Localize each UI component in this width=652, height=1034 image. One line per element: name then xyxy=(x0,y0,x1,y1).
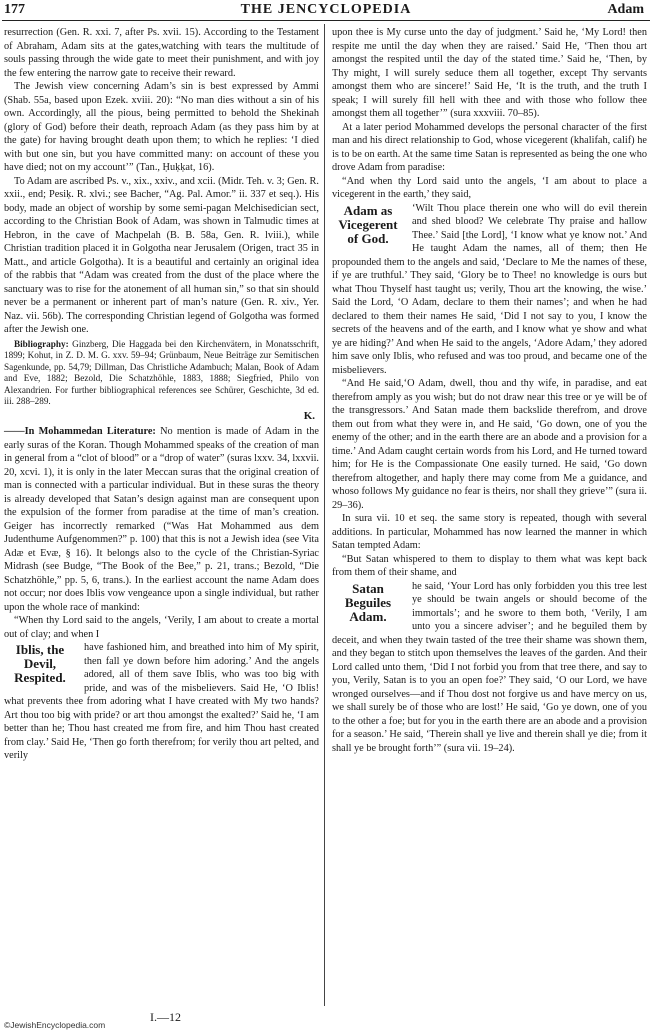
running-word: Adam xyxy=(607,2,644,17)
watermark: ©JewishEncyclopedia.com xyxy=(4,1020,106,1030)
quote-paragraph: “And when thy Lord said unto the angels, ‘I am about to place a vicegerent in the earth,’ they said, xyxy=(332,175,647,200)
signature-mark: I.—12 xyxy=(150,1010,181,1024)
margin-note: Adam as Vicegerent of God. xyxy=(338,202,398,246)
column-divider xyxy=(324,24,325,1006)
page-number: 177 xyxy=(4,2,25,17)
paragraph: upon thee is My curse unto the day of judgment.’ Said he, ‘My Lord! then respite me until the day when they are raised.’ Said He, ‘Then thou art amongst the respited until the day of the stated time.’ Said he, ‘Then, by Thy might, I will surely seduce them all together, except Thy servants amongst them who are sincere!’ Said He, ‘It is the truth, and the truth I speak; I will surely fill hell with thee and with those who follow thee amongst them all together’” (sura xxxviii. 70–85). xyxy=(332,27,647,119)
paragraph: The Jewish view concerning Adam’s sin is best expressed by Ammi (Shab. 55a, based upon Ezek. xviii. 20): “No man dies without a sin of his own. Accordingly, all the pious, being permitted to behold the Shekinah (glory of God) before their death, reproach Adam (as they pass him by at the gate) for having brought death upon them; to which he replies: ‘I died with but one sin, but you have committed many: on account of these you have died; not on my account’” (Tan., Ḥuḳḳat, 16). xyxy=(4,81,319,173)
quote-paragraph: “But Satan whispered to them to display to them what was kept back from them of their shame, and xyxy=(332,553,647,578)
margin-note: Satan Beguiles Adam. xyxy=(344,580,392,624)
section-heading: ——In Mohammedan Literature: xyxy=(4,426,156,437)
quote-continuation: ‘Wilt Thou place therein one who will do evil therein and shed blood? We celebrate Thy praise and hallow Thee.’ Said [the Lord], ‘I know what ye know not.’ And He taught Adam the names, all of them; then He propounded them to the angels and said, ‘Declare to Me the names of these, if ye are truthful.’ They said, ‘Glory be to Thee! no knowledge is ours but what Thou Thyself hast taught us; verily, Thou art the knowing, the wise.’ Said the Lord, ‘O Adam, declare to them their names’; and when he had declared to them their names He said, ‘Did I not say to you, I know the secrets of the heavens and of the earth, and I know what ye show and what ye are hiding?’ And when He said to the angels, ‘Adore Adam,’ they adored him save only Iblis, who refused and was too proud, and became one of the misbelievers. xyxy=(332,202,647,376)
right-column xyxy=(332,26,647,755)
section-paragraph xyxy=(4,425,319,614)
quote-continuation: have fashioned him, and breathed into him of My spirit, then fall ye down before him adoring.’ And the angels adored, all of them save Iblis, who was too big with pride, and was of the misbelievers. Said He, ‘O Iblis! what prevents thee from adoring what I have created with My two hands? Art thou too big with pride? or art thou amongst the exalted?’ Said he, ‘I am better than he; Thou hast created me from fire, and him Thou hast created from clay.’ Said He, ‘Then go forth therefrom; for verily thou art pelted, and verily xyxy=(4,642,319,761)
paragraph: resurrection (Gen. R. xxi. 7, after Ps. xvii. 15). According to the Testament of Abraham, Adam sits at the gates,watching with tears the multitude of souls passing through the wide gate to meet their punishment, and with joy the few entering the narrow gate to receive their reward. xyxy=(4,27,319,79)
paragraph: In sura vii. 10 et seq. the same story is repeated, though with several additions. In particular, Mohammed has now learned the manner in which Satan tempted Adam: xyxy=(332,513,647,551)
bibliography-label: Bibliography: xyxy=(14,338,69,349)
paragraph: At a later period Mohammed develops the personal character of the first man and his direct relationship to God, whose vicegerent (khalifah, calif) he is to be on earth. At the same time Satan is represented as being the one who drove Adam from paradise: xyxy=(332,121,647,173)
bibliography xyxy=(4,339,319,408)
page-header xyxy=(0,2,652,18)
author-signature: K. xyxy=(303,409,315,422)
left-column xyxy=(4,26,319,763)
margin-note: Iblis, the Devil, Respited. xyxy=(14,642,66,685)
quote-continuation: he said, ‘Your Lord has only forbidden you this tree lest ye should be twain angels or should become of the immortals’; and he swore to them both, ‘Verily, I am unto you a sincere adviser’; and he beguiled them by deceit, and when they twain tasted of the tree their shame was shown them, and they began to stitch upon themselves the leaves of the garden. And their Lord called unto them, ‘Did I not forbid you from that tree there, and say to you, Verily, Satan is to you an open foe?’ They said, ‘O our Lord, we have wronged ourselves—and if Thou dost not forgive us and have mercy on us, we shall surely be of those who are lost!’ He said, ‘Go ye down, one of you to the other a foe; but for you in the earth there are an abode and a provision for a season.’ He said, ‘Therein shall ye live and therein shall ye die; from it shall ye be brought forth’” (sura vii. 19–24). xyxy=(332,580,647,754)
paragraph: To Adam are ascribed Ps. v., xix., xxiv., and xcii. (Midr. Teh. v. 3; Gen. R. xxii., end; Pesiḳ. R. xlvi.; see Bacher, “Ag. Pal. Amor.” ii. 337 et seq.). His body, made an object of worship by some semi-pagan Melchisedician sect, according to the Christian Book of Adam, was shown in Talmudic times at Hebron, in the cave of Machpelah (B. B. 58a, Gen. R. lviii.), while Christian tradition placed it in Golgotha near Jerusalem (Origen, tract 35 in Matt., and article Golgotha). It is a beautiful and certainly an original idea of the rabbis that “Adam was created from the dust of the place where the sanctuary was to rise for the atonement of all human sin,” so that sin should never be a permanent or inherent part of man’s nature (Gen. R. xiv., Yer. Naz. vii. 56b). The corresponding Christian legend of Golgotha was formed after the Jewish one. xyxy=(4,175,319,335)
header-rule xyxy=(2,20,650,21)
journal-title: THE JENCYCLOPEDIA xyxy=(240,2,412,17)
bibliography-text: Ginzberg, Die Haggada bei den Kirchenvätern, in Monatsschrift, 1899; Kohut, in Z. D. M. G. xxv. 59–94; Grünbaum, Neue Beiträge zur Semitischen Sagenkunde, pp. 54,79; Dillman, Das Christliche Adambuch; Malan, Book of Adam and Eve, 1882; Bezold, Die Schatzhöhle, 1883, 1888; Siegfried, Philo von Alexandrien. For further bibliographical references see Schürer, Geschichte, 3d ed. iii. 288–289. xyxy=(4,338,319,406)
quote-paragraph: “When thy Lord said to the angels, ‘Verily, I am about to create a mortal out of clay; and when I xyxy=(4,615,319,640)
paragraph: “And He said,‘O Adam, dwell, thou and thy wife, in paradise, and eat therefrom amply as you wish; but do not draw near this tree or ye will be of the transgressors.’ And Satan made them backslide therefrom, and drove them out from what they were in, and He said, ‘Go down, one of you the enemy of the other; and in the earth there are an abode and a provision for a time.’ And Adam caught certain words from his Lord, and He turned toward him; for He is the Compassionate One easily turned. He said, ‘Go down therefrom altogether, and haply there may come from Me a guidance, and whoso follows My guidance no fear is theirs, nor shall they grieve’” (sura ii. 29–36). xyxy=(332,378,647,511)
section-text: No mention is made of Adam in the early suras of the Koran. Though Mohammed speaks of the creation of man in general from a “clot of blood” or a “drop of water” (suras lxxv. 34, lxxvii. 20, xcvi. 1), it is only in the later Meccan suras that the original creation of man is connected with a particular individual. But in these suras the theory is already developed that Satan’s design against man are consequent upon the expulsion of the former from paradise at the time of man’s creation. Geiger has incorrectly remarked (“Was Hat Mohammed aus dem Judenthume Aufgenommen?” p. 100) that this is not a Jewish idea (see Vita Adæ et Evæ, § 16). It belongs also to the cycle of the Christian-Syriac Midrash (see Budge, “The Book of the Bee,” p. 21, trans.; Bezold, “Die Schatzhöhle,” pp. 5, 6, trans.). In the earliest account the name Adam does not occur; nor does Iblis vow vengeance upon a single individual, but rather upon the whole race of mankind: xyxy=(4,426,319,613)
